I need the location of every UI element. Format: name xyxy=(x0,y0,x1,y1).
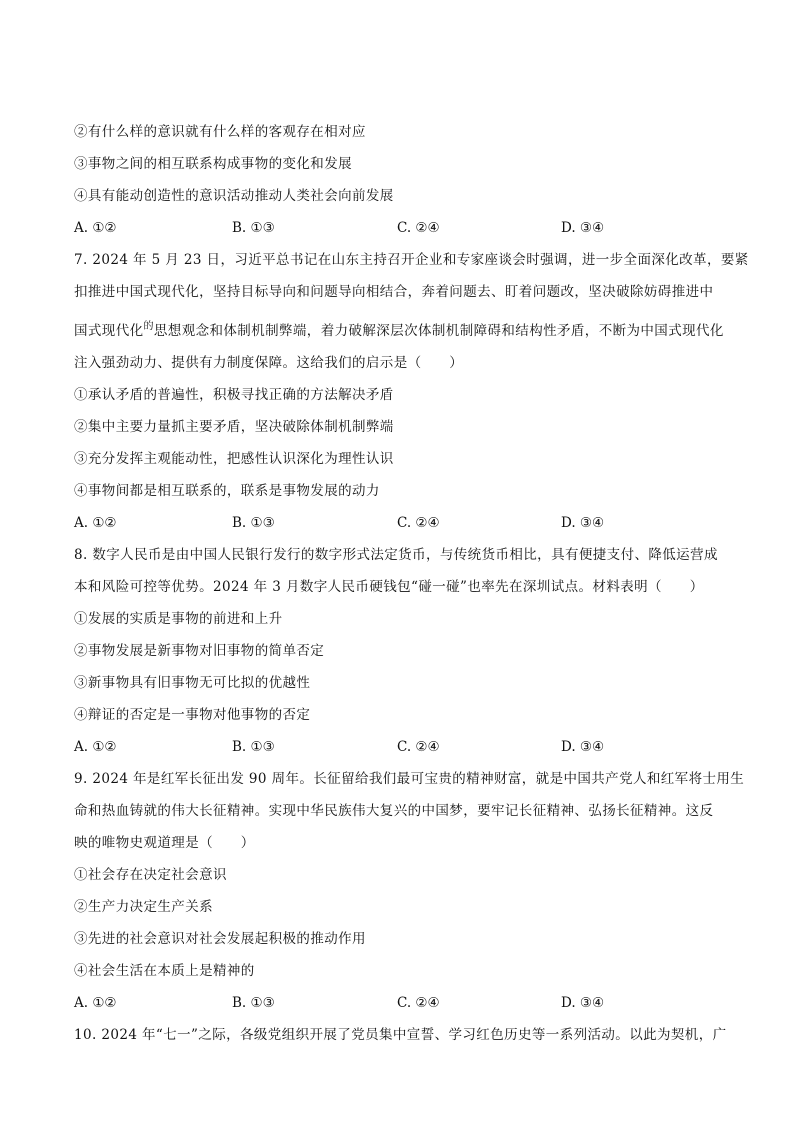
q9-options xyxy=(74,994,724,1012)
q8-options xyxy=(74,738,724,756)
q9-statement-4: ④社会生活在本质上是精神的 xyxy=(74,963,255,979)
q6-options xyxy=(74,219,724,237)
q9-option-c[interactable]: C. ②④ xyxy=(397,995,440,1011)
q7-stem-line-2: 扣推进中国式现代化，坚持目标导向和问题导向相结合，奔着问题去、盯着问题改，坚决破除妨碍推进中 xyxy=(74,284,714,300)
q7-option-c[interactable]: C. ②④ xyxy=(397,515,440,531)
q8-stem-line-2: 本和风险可控等优势。2024 年 3 月数字人民币硬钱包“碰一碰”也率先在深圳试点。材料表明（ ） xyxy=(74,579,704,595)
q8-option-b[interactable]: B. ①③ xyxy=(232,739,275,755)
q7-stem-line-3-end: 思想观念和体制机制弊端，着力破解深层次体制机制障碍和结构性矛盾，不断为中国式现代化 xyxy=(153,323,724,339)
q7-options xyxy=(74,514,724,532)
q7-option-d[interactable]: D. ③④ xyxy=(561,515,605,531)
q7-statement-2: ②集中主要力量抓主要矛盾，坚决破除体制机制弊端 xyxy=(74,419,394,435)
q6-option-c[interactable]: C. ②④ xyxy=(397,220,440,236)
q10-stem-line-1: 10. 2024 年“七一”之际，各级党组织开展了党员集中宣誓、学习红色历史等一系列活动。以此为契机，广 xyxy=(74,1027,727,1043)
q7-option-b[interactable]: B. ①③ xyxy=(232,515,275,531)
q7-statement-1: ①承认矛盾的普遍性，积极寻找正确的方法解决矛盾 xyxy=(74,387,394,403)
q6-statement-3: ③事物之间的相互联系构成事物的变化和发展 xyxy=(74,156,352,172)
q8-option-d[interactable]: D. ③④ xyxy=(561,739,605,755)
q8-statement-4: ④辩证的否定是一事物对他事物的否定 xyxy=(74,707,311,723)
q6-option-b[interactable]: B. ①③ xyxy=(232,220,275,236)
q9-option-d[interactable]: D. ③④ xyxy=(561,995,605,1011)
q8-statement-1: ①发展的实质是事物的前进和上升 xyxy=(74,611,283,627)
q9-stem-line-3: 映的唯物史观道理是（ ） xyxy=(74,835,255,851)
q7-stem-line-1: 7. 2024 年 5 月 23 日，习近平总书记在山东主持召开企业和专家座谈会时强调，进一步全面深化改革，要紧 xyxy=(74,252,749,268)
q9-statement-2: ②生产力决定生产关系 xyxy=(74,899,213,915)
q7-stem-superscript: 的 xyxy=(143,321,154,332)
q8-statement-3: ③新事物具有旧事物无可比拟的优越性 xyxy=(74,675,311,691)
q6-option-d[interactable]: D. ③④ xyxy=(561,220,605,236)
q8-option-c[interactable]: C. ②④ xyxy=(397,739,440,755)
q7-stem-line-3 xyxy=(74,322,724,342)
q6-statement-4: ④具有能动创造性的意识活动推动人类社会向前发展 xyxy=(74,188,394,204)
q7-stem-line-3-start: 国式现代化 xyxy=(74,323,144,339)
q9-option-b[interactable]: B. ①③ xyxy=(232,995,275,1011)
q7-stem-line-4: 注入强劲动力、提供有力制度保障。这给我们的启示是（ ） xyxy=(74,355,464,371)
q7-statement-3: ③充分发挥主观能动性，把感性认识深化为理性认识 xyxy=(74,451,394,467)
q7-statement-4: ④事物间都是相互联系的，联系是事物发展的动力 xyxy=(74,483,380,499)
q8-option-a[interactable]: A. ①② xyxy=(74,739,117,755)
q9-statement-1: ①社会存在决定社会意识 xyxy=(74,867,227,883)
q8-stem-line-1: 8. 数字人民币是由中国人民银行发行的数字形式法定货币，与传统货币相比，具有便捷支付、降低运营成 xyxy=(74,547,718,563)
q9-statement-3: ③先进的社会意识对社会发展起积极的推动作用 xyxy=(74,931,366,947)
q6-option-a[interactable]: A. ①② xyxy=(74,220,117,236)
q9-stem-line-1: 9. 2024 年是红军长征出发 90 周年。长征留给我们最可宝贵的精神财富，就是中国共产党人和红军将士用生 xyxy=(74,771,745,787)
q6-statement-2: ②有什么样的意识就有什么样的客观存在相对应 xyxy=(74,124,366,140)
q9-option-a[interactable]: A. ①② xyxy=(74,995,117,1011)
q7-option-a[interactable]: A. ①② xyxy=(74,515,117,531)
q9-stem-line-2: 命和热血铸就的伟大长征精神。实现中华民族伟大复兴的中国梦，要牢记长征精神、弘扬长征精神。这反 xyxy=(74,803,714,819)
q8-statement-2: ②事物发展是新事物对旧事物的简单否定 xyxy=(74,643,325,659)
